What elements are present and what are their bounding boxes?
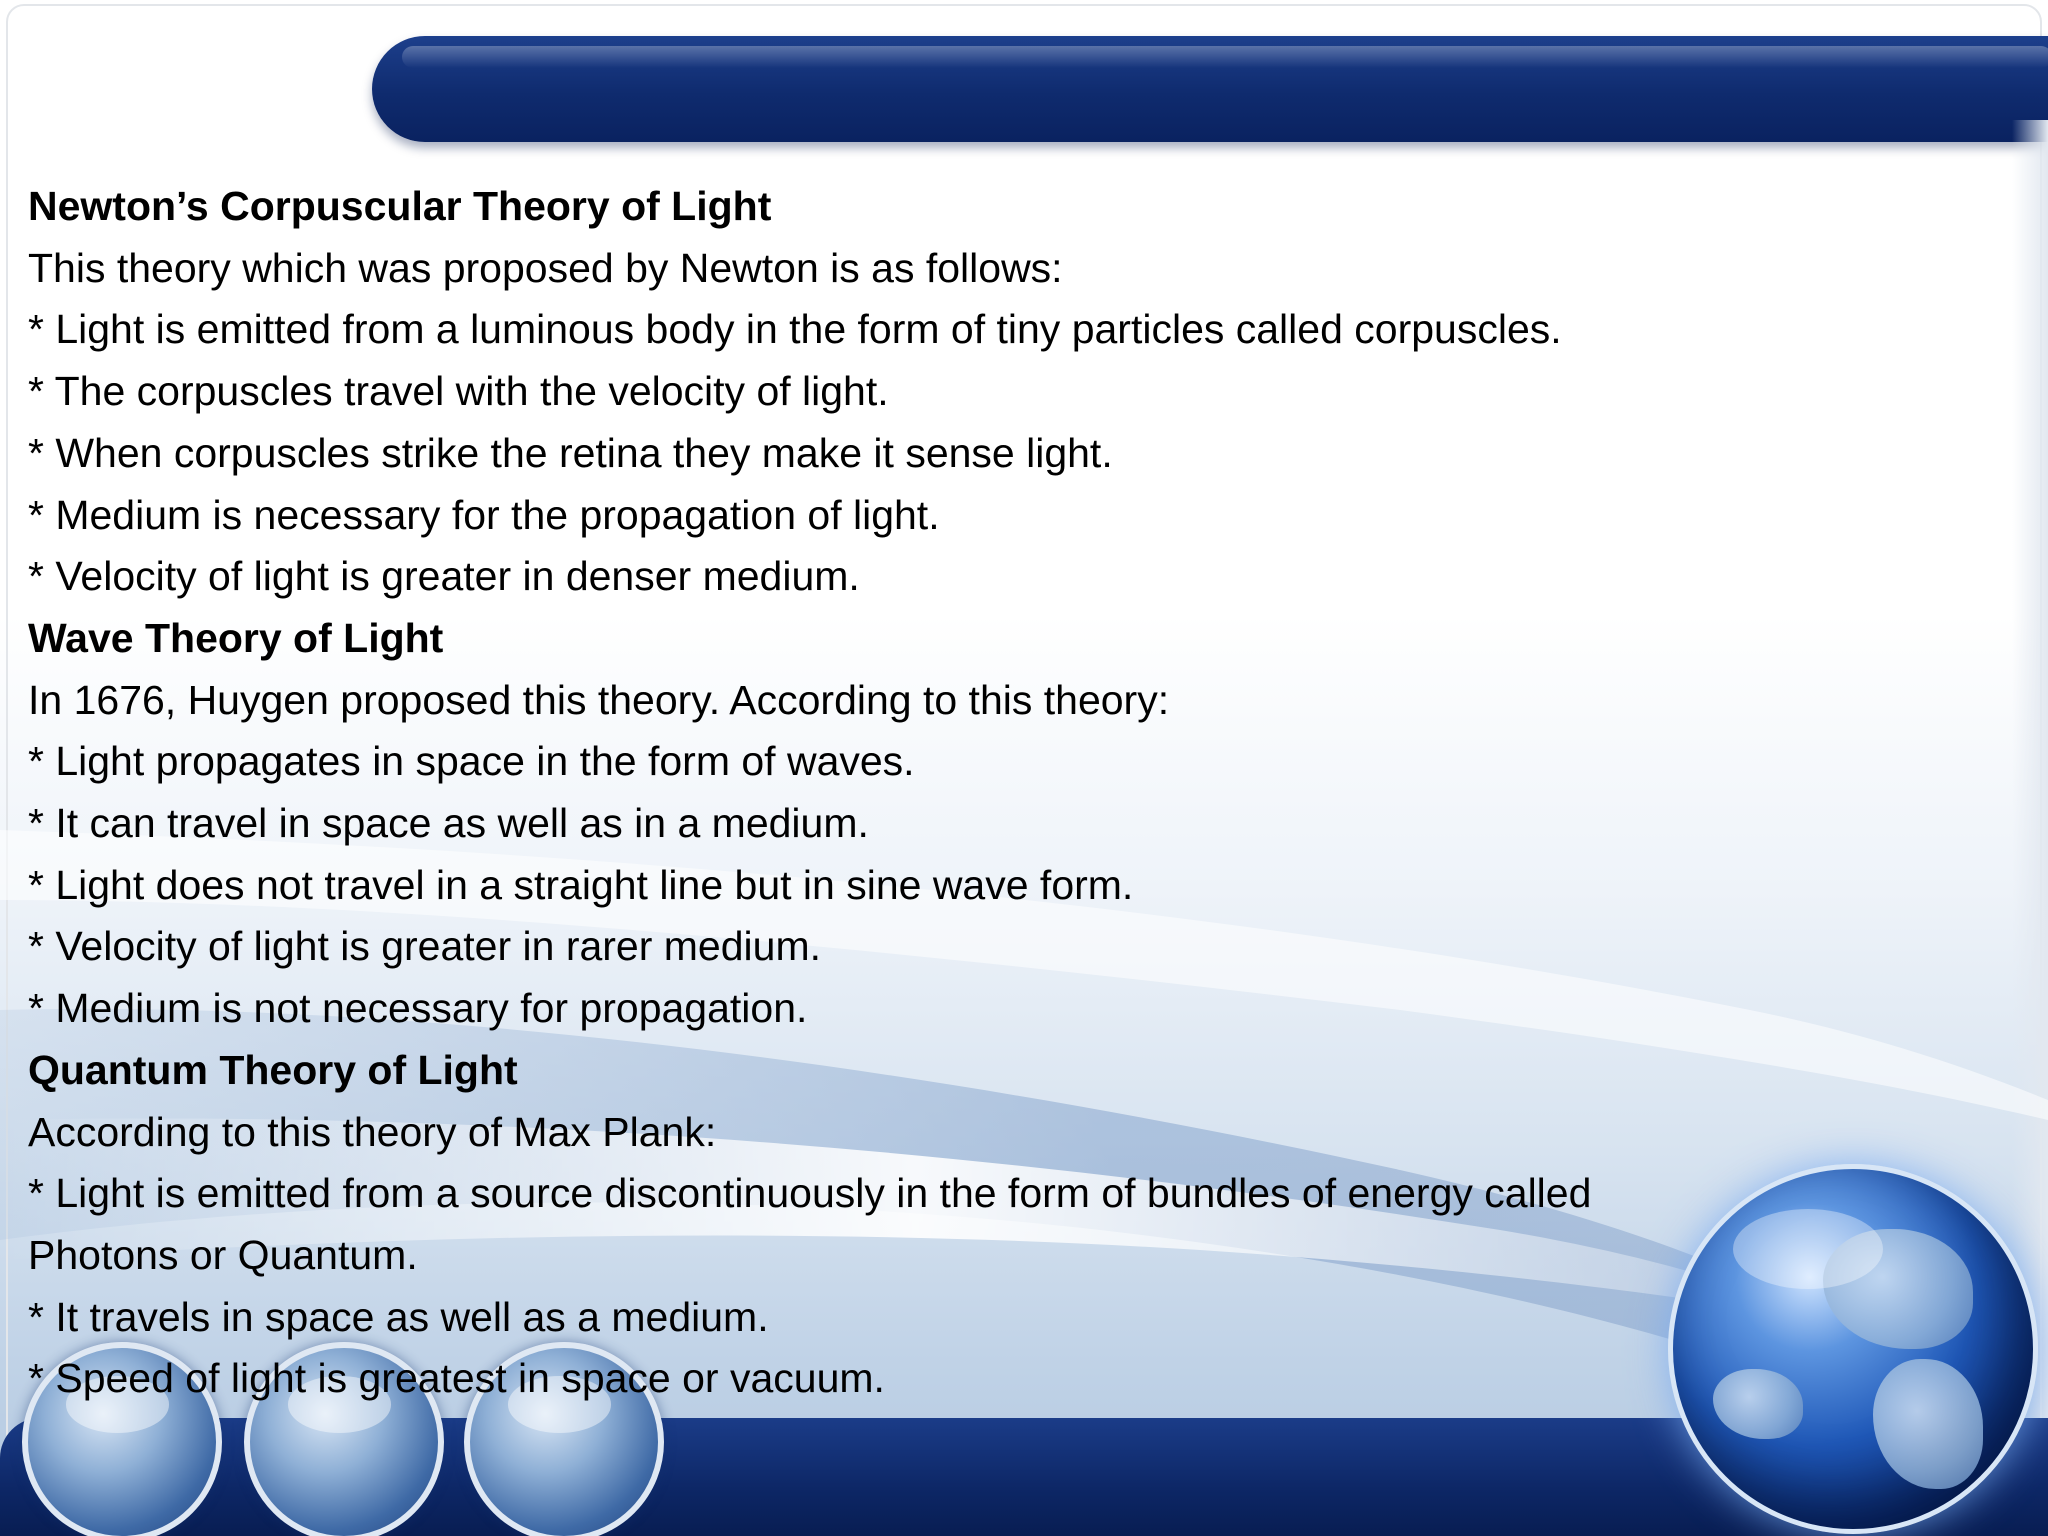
bullet-point: * Speed of light is greatest in space or vacuum. — [28, 1355, 885, 1402]
bullet-point: * When corpuscles strike the retina they make it sense light. — [28, 429, 1113, 476]
section-intro-wave: In 1676, Huygen proposed this theory. According to this theory: — [28, 676, 1170, 723]
slide-body — [28, 176, 1928, 1410]
bullet-point-continuation: Photons or Quantum. — [28, 1231, 418, 1278]
section-heading-newton: Newton’s Corpuscular Theory of Light — [28, 183, 772, 229]
section-heading-wave: Wave Theory of Light — [28, 614, 444, 661]
bullet-point: * Medium is not necessary for propagation. — [28, 985, 808, 1032]
bullet-point: * Light does not travel in a straight line but in sine wave form. — [28, 861, 1134, 908]
section-intro-quantum: According to this theory of Max Plank: — [28, 1108, 717, 1155]
bullet-point: * It travels in space as well as a medium. — [28, 1293, 769, 1340]
bullet-point: * It can travel in space as well as in a medium. — [28, 800, 869, 847]
bullet-point: * Light is emitted from a luminous body in the form of tiny particles called corpuscles. — [28, 306, 1562, 353]
bullet-point: * Velocity of light is greater in denser medium. — [28, 553, 860, 600]
bullet-point: * Velocity of light is greater in rarer medium. — [28, 923, 821, 970]
section-heading-quantum: Quantum Theory of Light — [28, 1046, 518, 1093]
bullet-point: * Light is emitted from a source discontinuously in the form of bundles of energy called — [28, 1170, 1592, 1217]
bullet-point: * Light propagates in space in the form of waves. — [28, 738, 915, 785]
section-intro-newton: This theory which was proposed by Newton is as follows: — [28, 244, 1063, 291]
bullet-point: * Medium is necessary for the propagation of light. — [28, 491, 940, 538]
bullet-point: * The corpuscles travel with the velocity of light. — [28, 368, 889, 415]
